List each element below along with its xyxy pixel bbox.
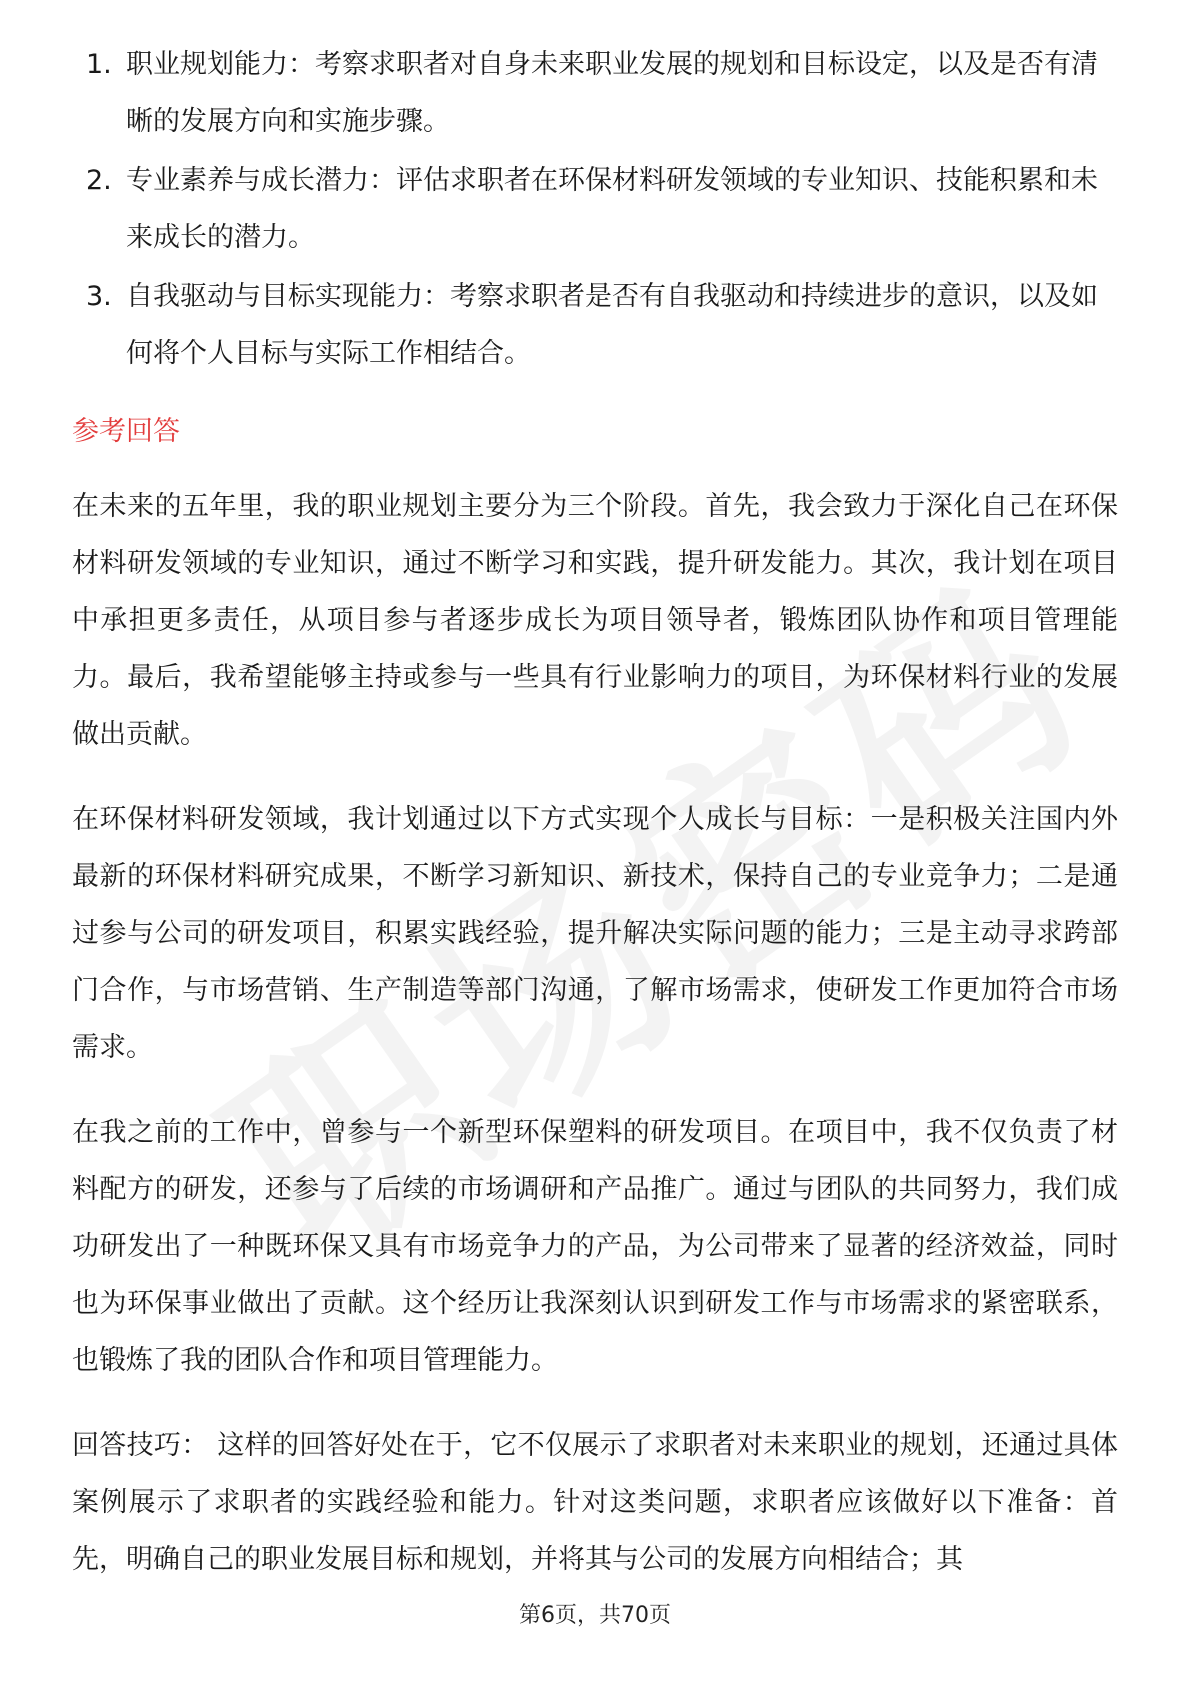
- criteria-item: [72, 152, 1118, 266]
- criteria-number: 2.: [86, 165, 112, 196]
- answer-paragraph: 在我之前的工作中，曾参与一个新型环保塑料的研发项目。在项目中，我不仅负责了材料配方的研发，还参与了后续的市场调研和产品推广。通过与团队的共同努力，我们成功研发出了一种既环保又具有市场竞争力的产品，为公司带来了显著的经济效益，同时也为环保事业做出了贡献。这个经历让我深刻认识到研发工作与市场需求的紧密联系，也锻炼了我的团队合作和项目管理能力。: [72, 1117, 1118, 1376]
- document-page: [72, 36, 1118, 1616]
- criteria-text: 专业素养与成长潜力：评估求职者在环保材料研发领域的专业知识、技能积累和未来成长的潜力。: [126, 165, 1098, 253]
- criteria-text: 自我驱动与目标实现能力：考察求职者是否有自我驱动和持续进步的意识，以及如何将个人目标与实际工作相结合。: [126, 281, 1098, 369]
- criteria-item: [72, 36, 1118, 150]
- criteria-item: [72, 268, 1118, 382]
- answer-paragraph: 在未来的五年里，我的职业规划主要分为三个阶段。首先，我会致力于深化自己在环保材料研发领域的专业知识，通过不断学习和实践，提升研发能力。其次，我计划在项目中承担更多责任，从项目参与者逐步成长为项目领导者，锻炼团队协作和项目管理能力。最后，我希望能够主持或参与一些具有行业影响力的项目，为环保材料行业的发展做出贡献。: [72, 491, 1118, 750]
- criteria-number: 1.: [86, 49, 112, 80]
- criteria-number: 3.: [86, 281, 112, 312]
- tips-paragraph: 回答技巧： 这样的回答好处在于，它不仅展示了求职者对未来职业的规划，还通过具体案例展示了求职者的实践经验和能力。针对这类问题，求职者应该做好以下准备：首先，明确自己的职业发展目标和规划，并将其与公司的发展方向相结合；其: [72, 1430, 1118, 1575]
- answer-paragraph: 在环保材料研发领域，我计划通过以下方式实现个人成长与目标：一是积极关注国内外最新的环保材料研究成果，不断学习新知识、新技术，保持自己的专业竞争力；二是通过参与公司的研发项目，积累实践经验，提升解决实际问题的能力；三是主动寻求跨部门合作，与市场营销、生产制造等部门沟通，了解市场需求，使研发工作更加符合市场需求。: [72, 804, 1118, 1063]
- criteria-text: 职业规划能力：考察求职者对自身未来职业发展的规划和目标设定，以及是否有清晰的发展方向和实施步骤。: [126, 49, 1098, 137]
- page-footer: 第6页，共70页: [519, 1603, 671, 1628]
- criteria-list: [72, 36, 1118, 382]
- section-title: 参考回答: [72, 416, 180, 447]
